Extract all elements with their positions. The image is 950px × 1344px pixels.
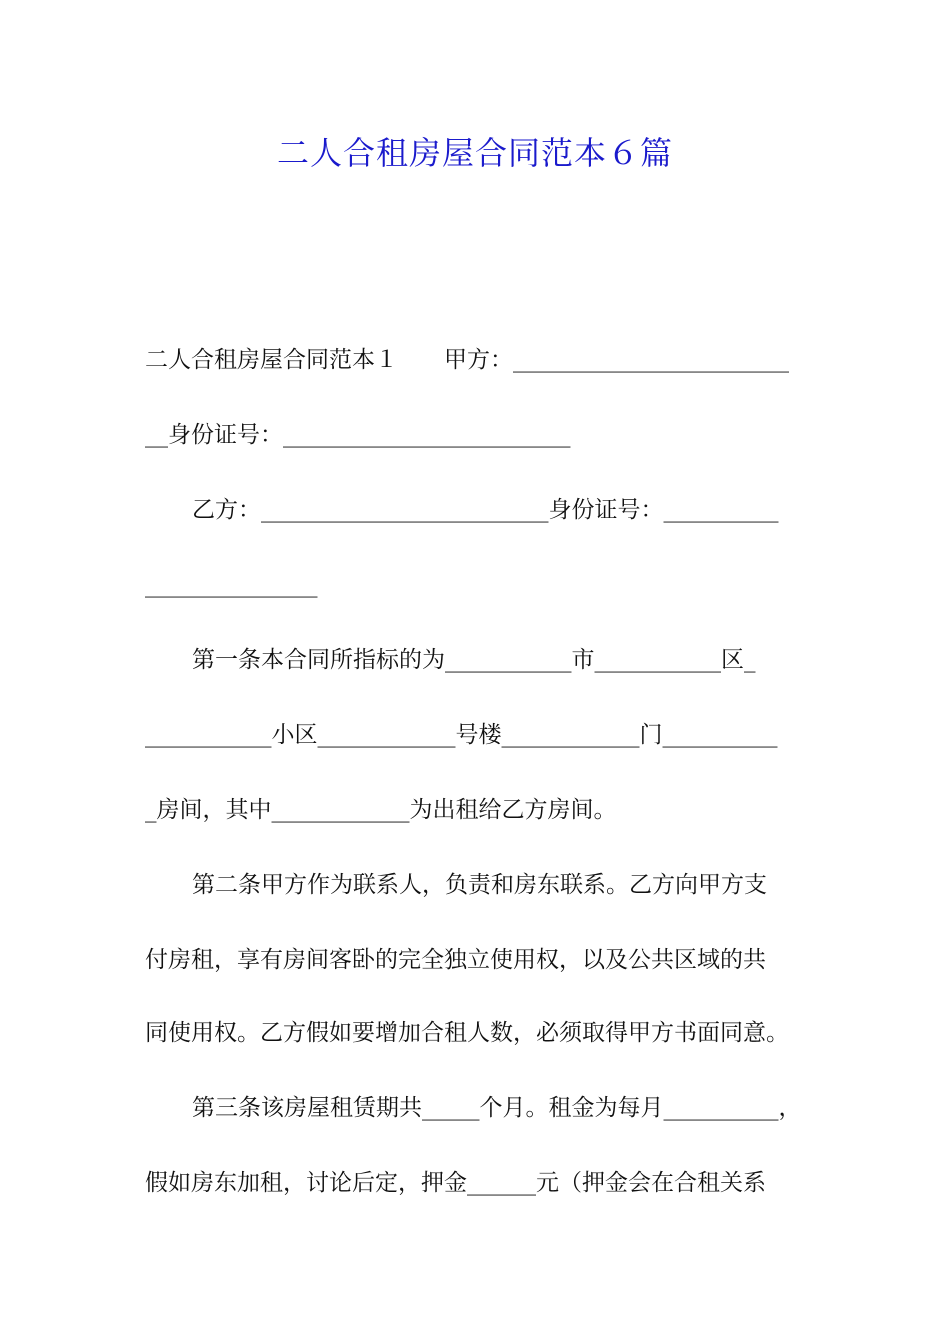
party-a-line: 二人合租房屋合同范本１ 甲方：________________________: [145, 347, 789, 373]
party-a-id-line: __身份证号：_________________________: [145, 422, 571, 448]
article-3-line-2: 假如房东加租，讨论后定，押金______元（押金会在合租关系: [145, 1170, 766, 1196]
document-title: 二人合租房屋合同范本６篇: [276, 134, 673, 172]
party-b-id-cont-line: _______________: [145, 572, 318, 598]
article-3-line-1: 第三条该房屋租赁期共_____个月。租金为每月__________，: [192, 1095, 802, 1121]
article-2-line-2: 付房租，享有房间客卧的完全独立使用权，以及公共区域的共: [145, 947, 766, 973]
article-1-line-2: ___________小区____________号楼____________门__________: [145, 722, 778, 748]
article-1-line-1: 第一条本合同所指标的为___________市___________区_: [192, 647, 756, 673]
article-1-line-3: _房间，其中____________为出租给乙方房间。: [145, 797, 617, 823]
article-2-line-3: 同使用权。乙方假如要增加合租人数，必须取得甲方书面同意。: [145, 1020, 789, 1046]
party-b-line: 乙方：_________________________身份证号：__________: [192, 497, 779, 523]
article-2-line-1: 第二条甲方作为联系人，负责和房东联系。乙方向甲方支: [192, 872, 767, 898]
